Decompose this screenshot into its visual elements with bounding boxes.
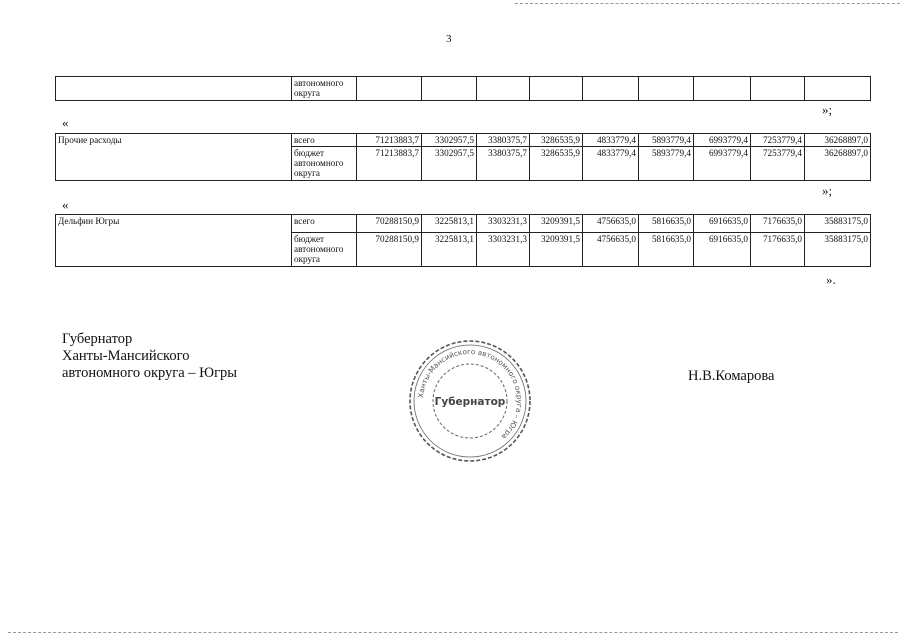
open-quote-2: « bbox=[62, 197, 69, 212]
value-cell bbox=[477, 77, 530, 101]
table-row bbox=[56, 77, 871, 101]
scan-artifact-bottom bbox=[8, 632, 898, 633]
value-cell: 36268897,0 bbox=[805, 134, 871, 147]
funding-source: всего bbox=[292, 134, 357, 147]
open-quote-1: « bbox=[62, 115, 69, 130]
value-cell: 36268897,0 bbox=[805, 147, 871, 181]
value-cell: 6916635,0 bbox=[694, 233, 751, 267]
page-number: 3 bbox=[446, 33, 452, 45]
value-cell: 6916635,0 bbox=[694, 215, 751, 233]
value-cell bbox=[357, 77, 422, 101]
table-delfin-yugry bbox=[55, 214, 871, 267]
stamp-center-text: Губернатор bbox=[434, 396, 506, 408]
value-cell: 6993779,4 bbox=[694, 134, 751, 147]
value-cell bbox=[694, 77, 751, 101]
continuation-table bbox=[55, 76, 871, 101]
value-cell: 3380375,7 bbox=[477, 147, 530, 181]
value-cell bbox=[422, 77, 477, 101]
value-cell: 3286535,9 bbox=[530, 134, 583, 147]
row-title: Дельфин Югры bbox=[56, 215, 292, 267]
value-cell: 35883175,0 bbox=[805, 233, 871, 267]
table-other-expenses bbox=[55, 133, 871, 181]
value-cell: 5816635,0 bbox=[639, 233, 694, 267]
value-cell bbox=[530, 77, 583, 101]
value-cell: 3302957,5 bbox=[422, 134, 477, 147]
value-cell: 3303231,3 bbox=[477, 233, 530, 267]
table-row bbox=[56, 134, 871, 147]
value-cell: 71213883,7 bbox=[357, 147, 422, 181]
signatory-line-3: автономного округа – Югры bbox=[62, 365, 238, 381]
value-cell: 6993779,4 bbox=[694, 147, 751, 181]
signatory-line-1: Губернатор bbox=[62, 331, 133, 347]
signatory-title bbox=[62, 331, 237, 382]
row-title bbox=[56, 77, 292, 101]
value-cell: 4833779,4 bbox=[583, 147, 639, 181]
value-cell: 3209391,5 bbox=[530, 215, 583, 233]
value-cell: 7176635,0 bbox=[751, 215, 805, 233]
value-cell: 5816635,0 bbox=[639, 215, 694, 233]
value-cell: 35883175,0 bbox=[805, 215, 871, 233]
value-cell: 7176635,0 bbox=[751, 233, 805, 267]
stamp-ring-text: Ханты-Мансийского автономного округа – Югра bbox=[416, 346, 525, 442]
funding-source: бюджет автономного округа bbox=[292, 147, 357, 181]
signatory-name: Н.В.Комарова bbox=[688, 368, 775, 384]
value-cell: 4833779,4 bbox=[583, 134, 639, 147]
value-cell: 4756635,0 bbox=[583, 215, 639, 233]
value-cell: 70288150,9 bbox=[357, 233, 422, 267]
value-cell: 5893779,4 bbox=[639, 147, 694, 181]
close-quote-2: »; bbox=[822, 183, 833, 198]
value-cell: 3225813,1 bbox=[422, 233, 477, 267]
value-cell: 70288150,9 bbox=[357, 215, 422, 233]
value-cell: 7253779,4 bbox=[751, 134, 805, 147]
signatory-line-2: Ханты-Мансийского bbox=[62, 348, 190, 364]
funding-source: автономного округа bbox=[292, 77, 357, 101]
value-cell: 5893779,4 bbox=[639, 134, 694, 147]
value-cell bbox=[805, 77, 871, 101]
value-cell: 4756635,0 bbox=[583, 233, 639, 267]
official-stamp bbox=[405, 336, 535, 466]
scan-artifact-top bbox=[515, 3, 900, 4]
value-cell: 3209391,5 bbox=[530, 233, 583, 267]
value-cell bbox=[639, 77, 694, 101]
value-cell: 71213883,7 bbox=[357, 134, 422, 147]
table-row bbox=[56, 215, 871, 233]
value-cell: 3303231,3 bbox=[477, 215, 530, 233]
value-cell bbox=[751, 77, 805, 101]
value-cell: 3302957,5 bbox=[422, 147, 477, 181]
value-cell: 3225813,1 bbox=[422, 215, 477, 233]
value-cell bbox=[583, 77, 639, 101]
close-quote-1: »; bbox=[822, 102, 833, 117]
value-cell: 3380375,7 bbox=[477, 134, 530, 147]
funding-source: всего bbox=[292, 215, 357, 233]
row-title: Прочие расходы bbox=[56, 134, 292, 181]
close-quote-3: ». bbox=[826, 272, 836, 287]
value-cell: 3286535,9 bbox=[530, 147, 583, 181]
funding-source: бюджет автономного округа bbox=[292, 233, 357, 267]
value-cell: 7253779,4 bbox=[751, 147, 805, 181]
